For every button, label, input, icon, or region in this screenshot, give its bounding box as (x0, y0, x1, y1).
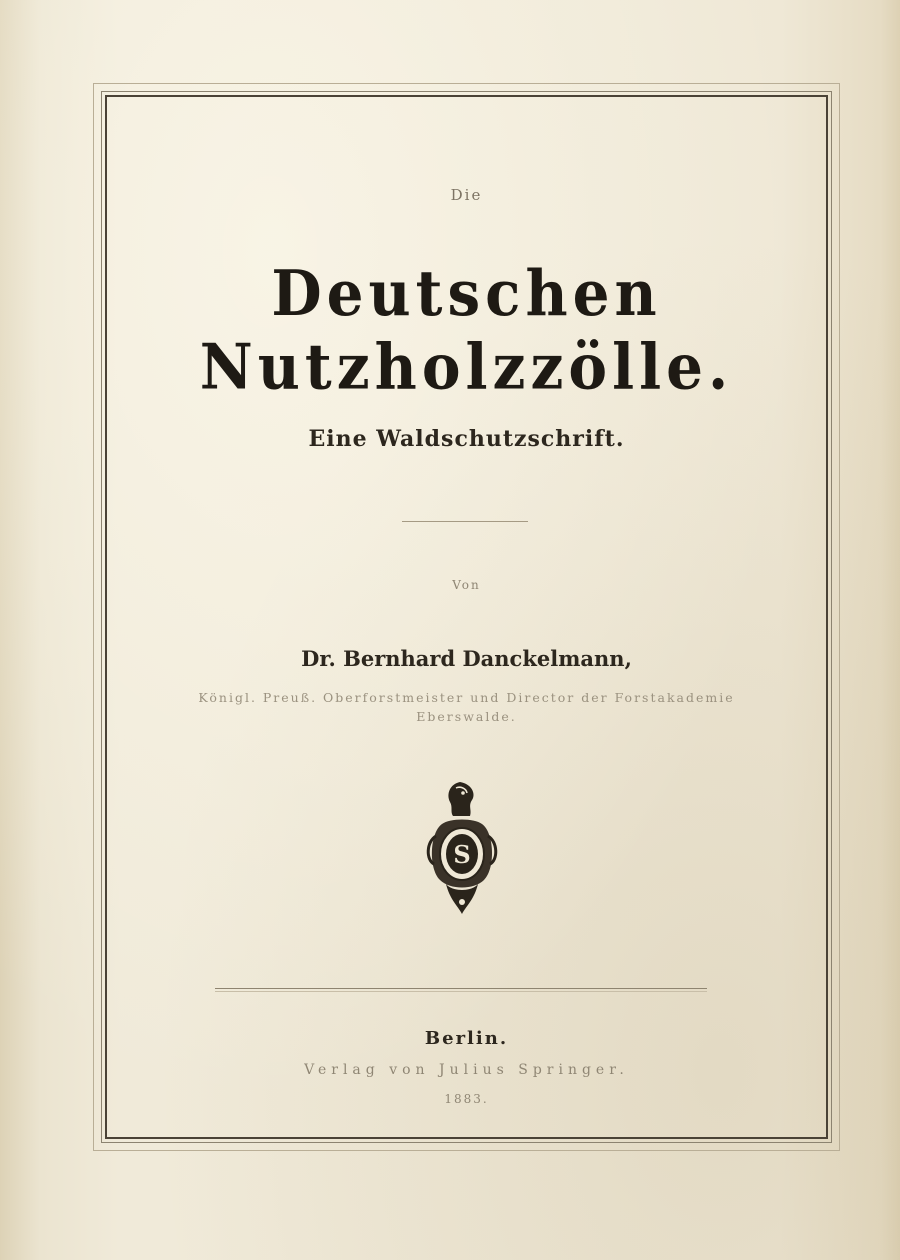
subtitle: Eine Waldschutzschrift. (308, 426, 625, 452)
short-divider (402, 521, 528, 522)
author-role-line1: Königl. Preuß. Oberforstmeister und Director der Forstakademie (198, 690, 735, 705)
inner-border (105, 95, 828, 1139)
author-role (105, 688, 828, 726)
publisher-mark-letter: S (453, 840, 471, 869)
by-word: Von (452, 578, 481, 592)
imprint-year: 1883. (444, 1092, 489, 1106)
author-name: Dr. Bernhard Danckelmann, (301, 646, 632, 671)
imprint-publisher: Verlag von Julius Springer. (304, 1062, 629, 1078)
main-title: Deutschen Nutzholzzölle. (199, 256, 734, 404)
author-role-line2: Eberswalde. (416, 709, 517, 724)
article-word: Die (450, 186, 483, 204)
long-divider (215, 988, 707, 992)
imprint-city: Berlin. (424, 1028, 509, 1049)
publisher-mark-icon (420, 776, 504, 920)
